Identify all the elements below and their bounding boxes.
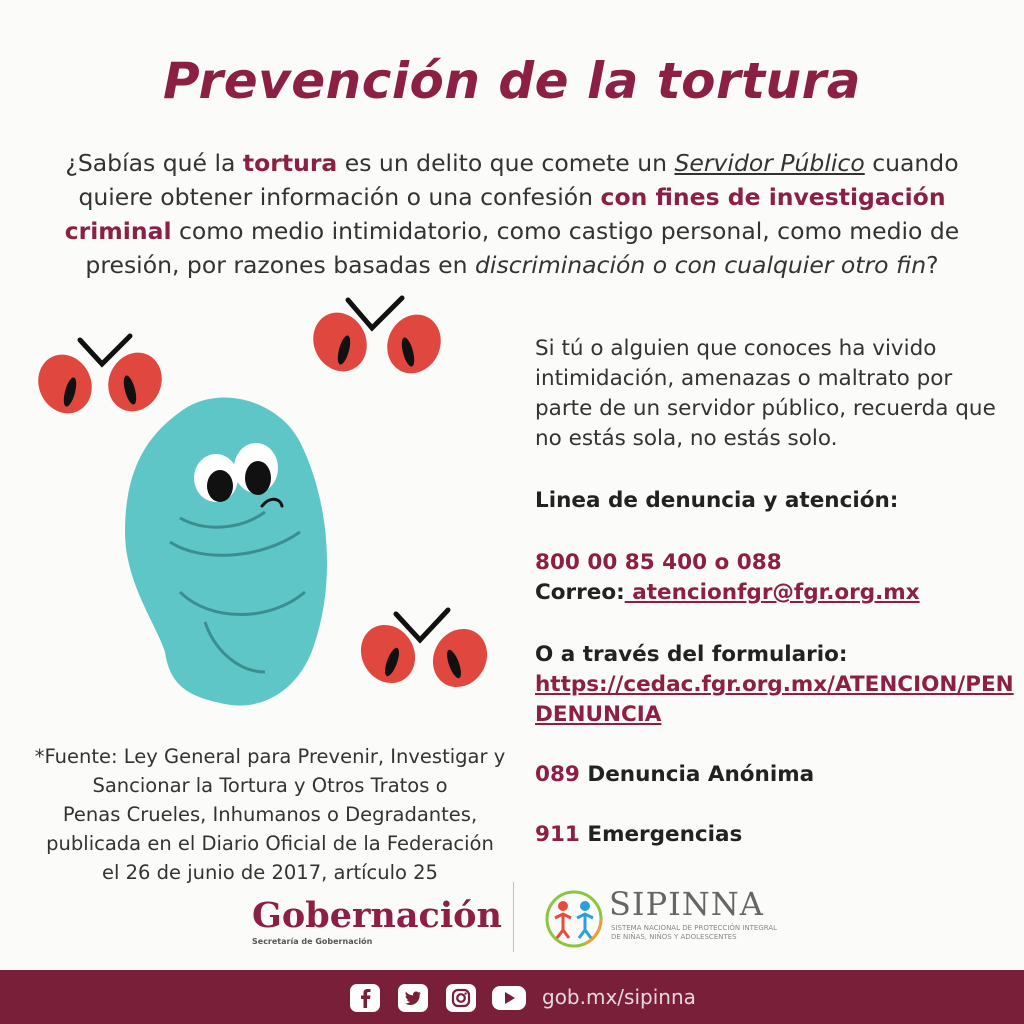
logo-divider — [513, 882, 514, 952]
highlight-fines: con fines de investigación criminal — [64, 183, 946, 245]
blob-character — [125, 398, 327, 706]
youtube-icon[interactable] — [492, 984, 526, 1012]
gobernacion-logo: Gobernación Secretaría de Gobernación — [252, 895, 502, 946]
email-link[interactable]: atencionfgr@fgr.org.mx — [624, 580, 920, 605]
highlight-tortura: tortura — [242, 149, 338, 177]
footer-bar — [0, 970, 1024, 1024]
support-text: Si tú o alguien que conoces ha vivido intimidación, amenazas o maltrato por parte de un servidor público, recuerda que no estás sola, no estás solo. — [535, 336, 996, 451]
scared-character-illustration — [30, 292, 500, 722]
email-label: Correo: — [535, 580, 625, 605]
form-heading: O a través del formulario: — [535, 642, 848, 667]
email-row — [535, 578, 1005, 608]
angry-eyes-icon — [350, 610, 497, 697]
emergency-number[interactable]: 911 — [535, 822, 580, 847]
twitter-icon[interactable] — [398, 984, 428, 1012]
footer-site-link[interactable]: gob.mx/sipinna — [542, 985, 696, 1009]
page-title: Prevención de la tortura — [162, 52, 862, 110]
anonymous-line: 089 Denuncia Anónima — [535, 762, 815, 787]
sipinna-emblem-icon — [543, 888, 605, 950]
angry-eyes-icon — [304, 298, 450, 382]
highlight-discriminacion: discriminación o con cualquier otro fin — [475, 251, 927, 279]
form-url-link[interactable]: https://cedac.fgr.org.mx/ATENCION/PEN DENUNCIA — [535, 672, 1014, 727]
source-citation: *Fuente: Ley General para Prevenir, Investigar y Sancionar la Tortura y Otros Tratos o Penas Crueles, Inhumanos o Degradantes, publicada en el Diario Oficial de la Federación el 26 de junio de 2017, artículo 25 — [34, 745, 506, 884]
intro-paragraph: ¿Sabías qué la tortura es un delito que comete un Servidor Público cuando quiere obtener información o una confesión con fines de investigación criminal como medio intimidatorio, como castigo personal, como medio de presión, por razones basadas en discriminación o con cualquier otro fin? — [64, 149, 960, 279]
highlight-servidor-publico: Servidor Público — [674, 149, 865, 177]
hotline-phone[interactable]: 800 00 85 400 o 088 — [535, 550, 782, 575]
anonymous-number[interactable]: 089 — [535, 762, 580, 787]
facebook-icon[interactable] — [350, 984, 380, 1012]
angry-eyes-icon — [30, 336, 171, 422]
hotline-heading: Linea de denuncia y atención: — [535, 488, 899, 513]
instagram-icon[interactable] — [446, 984, 476, 1012]
sipinna-logo: SIPINNA SISTEMA NACIONAL DE PROTECCIÓN INTEGRAL DE NIÑAS, NIÑOS Y ADOLESCENTES — [543, 886, 783, 952]
emergency-line: 911 Emergencias — [535, 822, 743, 847]
